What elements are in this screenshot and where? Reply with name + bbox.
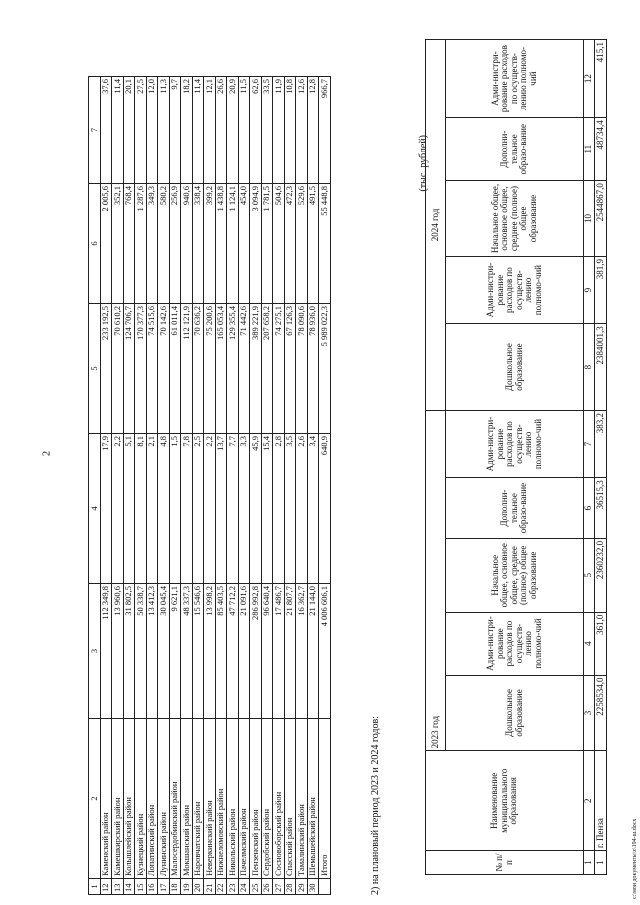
table-cell: 454,0 bbox=[238, 184, 250, 304]
table-cell: 18 bbox=[169, 879, 181, 895]
table-cell: 16 bbox=[146, 879, 158, 895]
column-number: 7 bbox=[584, 410, 595, 477]
district-name: Шемышейский район bbox=[307, 719, 319, 879]
table-cell: 13 412,3 bbox=[146, 584, 158, 719]
district-name: Неверкинский район bbox=[204, 719, 216, 879]
table-cell: 580,2 bbox=[158, 184, 170, 304]
table-cell: 13,7 bbox=[215, 434, 227, 584]
table-cell: 26,6 bbox=[215, 77, 227, 184]
table-cell: 50 338,7 bbox=[135, 584, 147, 719]
table-cell: 23 bbox=[227, 879, 239, 895]
table-cell: 12 bbox=[100, 879, 112, 895]
table-cell: 4 006 606,1 bbox=[319, 584, 331, 719]
column-number: 2 bbox=[89, 719, 101, 879]
table-cell: 67 126,3 bbox=[284, 304, 296, 434]
table-cell: 389 221,9 bbox=[250, 304, 262, 434]
table-cell: 2,2 bbox=[204, 434, 216, 584]
table-cell: 491,5 bbox=[307, 184, 319, 304]
table-cell: 4,8 bbox=[158, 434, 170, 584]
units-label: (тыс. рублей) bbox=[418, 135, 429, 192]
column-number: 3 bbox=[584, 675, 595, 751]
district-name: Спасский район bbox=[284, 719, 296, 879]
table-cell: 381,9 bbox=[595, 256, 607, 323]
column-number: 7 bbox=[89, 77, 101, 184]
table-cell: 17 bbox=[158, 879, 170, 895]
table-cell: 124 706,7 bbox=[123, 304, 135, 434]
districts-table bbox=[88, 76, 331, 895]
table-cell: 21 091,6 bbox=[238, 584, 250, 719]
table-cell: 33,5 bbox=[261, 77, 273, 184]
table-cell: 2 005,6 bbox=[100, 184, 112, 304]
table-cell: 30 bbox=[307, 879, 319, 895]
table-cell: 3,3 bbox=[238, 434, 250, 584]
table-cell: 21 807,7 bbox=[284, 584, 296, 719]
sub-header: Начальное общее, основное общее, среднее (полное) общее образование bbox=[446, 181, 584, 257]
table-cell: 129 355,4 bbox=[227, 304, 239, 434]
district-name: Камешкирский район bbox=[112, 719, 124, 879]
table-cell: 1 438,8 bbox=[215, 184, 227, 304]
column-number: 1 bbox=[89, 879, 101, 895]
table-cell: 24 bbox=[238, 879, 250, 895]
table-cell: 21 bbox=[204, 879, 216, 895]
table-cell: 170 377,3 bbox=[135, 304, 147, 434]
table-row bbox=[204, 77, 216, 895]
column-number: 4 bbox=[89, 434, 101, 584]
district-name: Кузнецкий район bbox=[135, 719, 147, 879]
table-cell: 361,0 bbox=[595, 612, 607, 675]
table-cell: 2,2 bbox=[112, 434, 124, 584]
table-cell: 47 712,2 bbox=[227, 584, 239, 719]
table-cell: 25 bbox=[250, 879, 262, 895]
table-cell: 18,2 bbox=[181, 77, 193, 184]
column-number: 3 bbox=[89, 584, 101, 719]
table-cell: 28 bbox=[284, 879, 296, 895]
table-row bbox=[261, 77, 273, 895]
table-header-row bbox=[89, 77, 101, 895]
table-cell: 12,0 bbox=[146, 77, 158, 184]
table-cell: 19 bbox=[181, 879, 193, 895]
table-row bbox=[146, 77, 158, 895]
table-cell: 7,7 bbox=[227, 434, 239, 584]
sub-header: Адми-нистри-рование расходов по осуществ-лению полномо-чий bbox=[446, 612, 584, 675]
table-cell: 55 448,8 bbox=[319, 184, 331, 304]
table-row bbox=[112, 77, 124, 895]
district-name: Малосердобинский район bbox=[169, 719, 181, 879]
table-cell: 85 403,5 bbox=[215, 584, 227, 719]
table-cell: 2,1 bbox=[146, 434, 158, 584]
table-cell: 112 121,9 bbox=[181, 304, 193, 434]
district-name: Никольский район bbox=[227, 719, 239, 879]
table-cell: 1 bbox=[595, 851, 607, 875]
table-cell: 11,3 bbox=[158, 77, 170, 184]
table-cell: 27 bbox=[273, 879, 285, 895]
table-cell: 13 bbox=[112, 879, 124, 895]
table-cell: 62,6 bbox=[250, 77, 262, 184]
table-row bbox=[238, 77, 250, 895]
planning-table bbox=[425, 39, 607, 875]
table-cell: 9,7 bbox=[169, 77, 181, 184]
table-cell: 74 275,1 bbox=[273, 304, 285, 434]
table-row bbox=[296, 77, 308, 895]
table-cell: 9 621,1 bbox=[169, 584, 181, 719]
district-name: Тамалинский район bbox=[296, 719, 308, 879]
col-number-header: № п/п bbox=[426, 851, 584, 875]
table-row bbox=[169, 77, 181, 895]
table-row bbox=[192, 77, 204, 895]
table-cell: 30 045,4 bbox=[158, 584, 170, 719]
table-cell: 74 515,6 bbox=[146, 304, 158, 434]
table-cell: 48 337,3 bbox=[181, 584, 193, 719]
table-cell: 640,9 bbox=[319, 434, 331, 584]
table-cell: 383,2 bbox=[595, 410, 607, 477]
column-number: 6 bbox=[89, 184, 101, 304]
district-name: Лопатинский район bbox=[146, 719, 158, 879]
table-cell: 26 bbox=[261, 879, 273, 895]
table-row bbox=[319, 77, 331, 895]
table-cell: 78 090,6 bbox=[296, 304, 308, 434]
column-number: 5 bbox=[89, 304, 101, 434]
table-cell: 70 636,2 bbox=[192, 304, 204, 434]
table-cell: 70 142,6 bbox=[158, 304, 170, 434]
table-cell: 2,5 bbox=[192, 434, 204, 584]
table-cell: 349,3 bbox=[146, 184, 158, 304]
table-cell: 29 bbox=[296, 879, 308, 895]
table-cell: 7,8 bbox=[181, 434, 193, 584]
table-cell: 415,1 bbox=[595, 40, 607, 118]
table-cell: 5 989 022,3 bbox=[319, 304, 331, 434]
table-cell: 286 992,8 bbox=[250, 584, 262, 719]
table-cell: 11,4 bbox=[192, 77, 204, 184]
column-number: 9 bbox=[584, 256, 595, 323]
table-cell: 61 011,4 bbox=[169, 304, 181, 434]
table-cell: 1 781,5 bbox=[261, 184, 273, 304]
column-number: 2 bbox=[584, 751, 595, 851]
district-name: Пензенский район bbox=[250, 719, 262, 879]
table-cell: 5,1 bbox=[123, 434, 135, 584]
table-cell: 48734,4 bbox=[595, 118, 607, 181]
table-cell: 2360232,0 bbox=[595, 538, 607, 612]
table-cell: 15 546,6 bbox=[192, 584, 204, 719]
district-name: Каменский район bbox=[100, 719, 112, 879]
table-cell: 15,4 bbox=[261, 434, 273, 584]
table-cell: 21 144,0 bbox=[307, 584, 319, 719]
table-cell: 70 610,2 bbox=[112, 304, 124, 434]
table-cell: 233 192,5 bbox=[100, 304, 112, 434]
table-cell: 22 bbox=[215, 879, 227, 895]
column-number: 4 bbox=[584, 612, 595, 675]
table-cell: 11,4 bbox=[112, 77, 124, 184]
table-cell: 966,7 bbox=[319, 77, 331, 184]
table-cell: 1,5 bbox=[169, 434, 181, 584]
table-cell: 1 124,1 bbox=[227, 184, 239, 304]
sub-header: Дошкольное образование bbox=[446, 324, 584, 411]
sub-header: Адми-нистри-рование расходов по осуществ-лению полномо-чий bbox=[446, 256, 584, 323]
table-cell: 2384001,3 bbox=[595, 324, 607, 411]
period-note: 2) на плановый период 2023 и 2024 годов: bbox=[370, 716, 381, 895]
table-row bbox=[181, 77, 193, 895]
table-cell: 78 936,0 bbox=[307, 304, 319, 434]
table-cell: 75 200,6 bbox=[204, 304, 216, 434]
column-number: 10 bbox=[584, 181, 595, 257]
table-cell: 14 bbox=[123, 879, 135, 895]
table-cell: 27,5 bbox=[135, 77, 147, 184]
table-cell bbox=[319, 879, 331, 895]
sub-header: Дополни-тельное образо-вание bbox=[446, 478, 584, 539]
sub-header: Начальное общее, основное общее, среднее (полное) общее образование bbox=[446, 538, 584, 612]
column-number: 8 bbox=[584, 324, 595, 411]
table-cell: 2544867,0 bbox=[595, 181, 607, 257]
table-row bbox=[215, 77, 227, 895]
sub-header: Дополни-тельное образо-вание bbox=[446, 118, 584, 181]
table-row bbox=[227, 77, 239, 895]
table-cell: 2258534,0 bbox=[595, 675, 607, 751]
file-path-footer: c:\мои документы\z\194-ш.docx bbox=[632, 818, 638, 899]
table-row bbox=[284, 77, 296, 895]
table-cell: 352,1 bbox=[112, 184, 124, 304]
table-cell: 20,9 bbox=[227, 77, 239, 184]
year-2023-header: 2023 год bbox=[426, 410, 446, 750]
sub-header: Адми-нистри-рование расходов по осуществ-лению полномо-чий bbox=[446, 40, 584, 118]
district-name: Пачелмский район bbox=[238, 719, 250, 879]
table-row bbox=[250, 77, 262, 895]
table-cell: 256,9 bbox=[169, 184, 181, 304]
table-cell: 12,6 bbox=[296, 77, 308, 184]
column-number: 5 bbox=[584, 538, 595, 612]
table-cell: 17,9 bbox=[100, 434, 112, 584]
table-cell: 3 094,9 bbox=[250, 184, 262, 304]
table-cell: 17 486,7 bbox=[273, 584, 285, 719]
table-cell: 13 960,6 bbox=[112, 584, 124, 719]
table-cell: 399,2 bbox=[204, 184, 216, 304]
table-cell: 12,1 bbox=[204, 77, 216, 184]
table-cell: 71 442,6 bbox=[238, 304, 250, 434]
table-row bbox=[158, 77, 170, 895]
col-name-header: Наименование муниципального образования bbox=[426, 751, 584, 851]
table-cell: 2,6 bbox=[296, 434, 308, 584]
table-row bbox=[307, 77, 319, 895]
table-cell: 2,8 bbox=[273, 434, 285, 584]
table-row bbox=[100, 77, 112, 895]
column-number: 11 bbox=[584, 118, 595, 181]
table-cell: 96 640,4 bbox=[261, 584, 273, 719]
column-number: 12 bbox=[584, 40, 595, 118]
district-name: Нижнеломовский район bbox=[215, 719, 227, 879]
table-cell: 504,6 bbox=[273, 184, 285, 304]
year-2024-header: 2024 год bbox=[426, 40, 446, 411]
column-number: 1 bbox=[584, 851, 595, 875]
table-cell: 165 053,4 bbox=[215, 304, 227, 434]
table-cell: 45,9 bbox=[250, 434, 262, 584]
table-row bbox=[123, 77, 135, 895]
table-cell: 207 658,2 bbox=[261, 304, 273, 434]
table-cell: 11,9 bbox=[273, 77, 285, 184]
district-name: Лунинский район bbox=[158, 719, 170, 879]
table-cell: 31 802,5 bbox=[123, 584, 135, 719]
table-cell: 529,6 bbox=[296, 184, 308, 304]
table-cell: 20 bbox=[192, 879, 204, 895]
sub-header: Дошкольное образование bbox=[446, 675, 584, 751]
district-name: Колышлейский район bbox=[123, 719, 135, 879]
district-name: Наровчатский район bbox=[192, 719, 204, 879]
page-number: 2 bbox=[41, 451, 53, 456]
table-cell: 768,4 bbox=[123, 184, 135, 304]
municipality-name: г. Пенза bbox=[595, 751, 607, 851]
district-name: Сосновоборский район bbox=[273, 719, 285, 879]
column-number: 6 bbox=[584, 478, 595, 539]
table-cell: 15 bbox=[135, 879, 147, 895]
district-name: Итого bbox=[319, 719, 331, 879]
table-cell: 36515,3 bbox=[595, 478, 607, 539]
table-cell: 472,3 bbox=[284, 184, 296, 304]
table-cell: 1 287,6 bbox=[135, 184, 147, 304]
table-cell: 12,8 bbox=[307, 77, 319, 184]
table-cell: 8,1 bbox=[135, 434, 147, 584]
table-cell: 338,4 bbox=[192, 184, 204, 304]
table-row bbox=[135, 77, 147, 895]
table-cell: 10,8 bbox=[284, 77, 296, 184]
table-cell: 3,5 bbox=[284, 434, 296, 584]
table-cell: 37,6 bbox=[100, 77, 112, 184]
district-name: Сердобский район bbox=[261, 719, 273, 879]
table-cell: 11,5 bbox=[238, 77, 250, 184]
district-name: Мокшанский район bbox=[181, 719, 193, 879]
table-cell: 20,1 bbox=[123, 77, 135, 184]
table-cell: 3,4 bbox=[307, 434, 319, 584]
sub-header: Адми-нистри-рование расходов по осуществ-лению полномо-чий bbox=[446, 410, 584, 477]
table-cell: 16 362,7 bbox=[296, 584, 308, 719]
table-cell: 112 349,8 bbox=[100, 584, 112, 719]
table-row bbox=[273, 77, 285, 895]
table-cell: 940,6 bbox=[181, 184, 193, 304]
table-cell: 13 998,2 bbox=[204, 584, 216, 719]
